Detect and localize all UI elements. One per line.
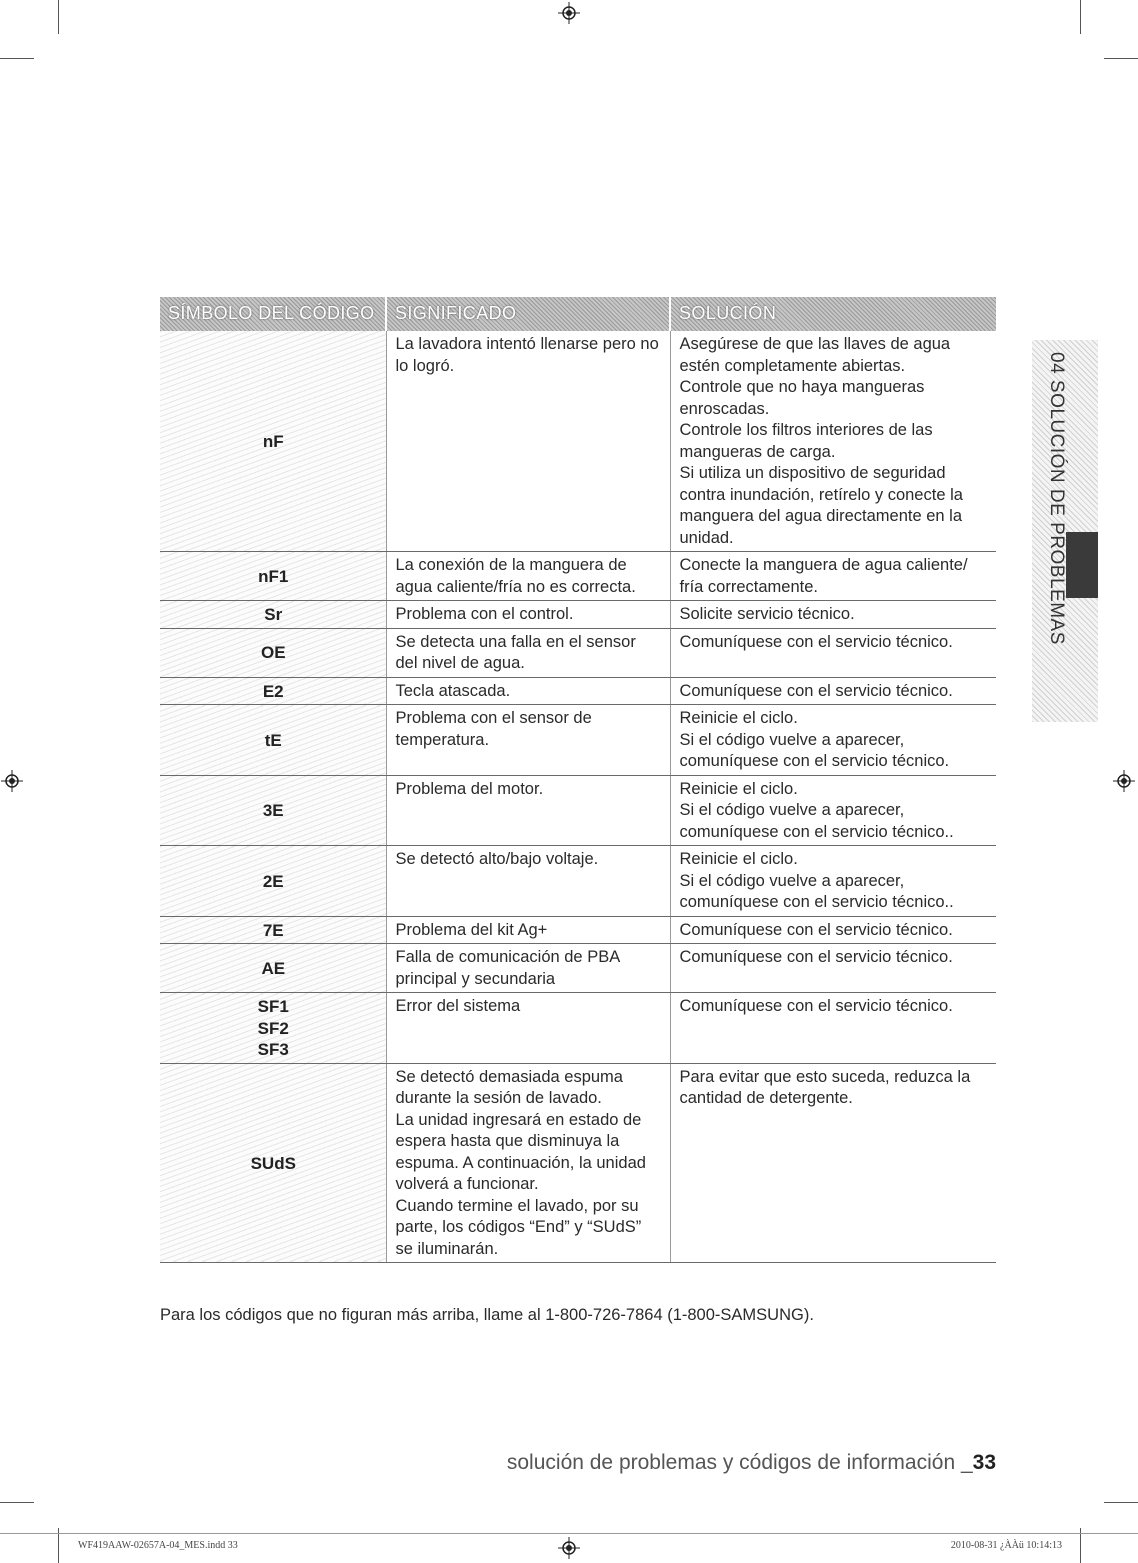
meaning-text: Problema con el control.	[395, 605, 574, 623]
code-symbol-text: 3E	[262, 801, 284, 820]
meaning-cell	[386, 552, 670, 601]
table-header-row	[160, 297, 996, 331]
solution-cell	[670, 916, 996, 944]
solution-cell	[670, 677, 996, 705]
crop-mark	[1080, 0, 1081, 34]
solution-cell	[670, 552, 996, 601]
code-symbol-text: AE	[261, 958, 286, 978]
code-symbol-text: tE	[264, 730, 282, 750]
solution-cell	[670, 846, 996, 917]
crop-mark	[1104, 58, 1138, 59]
solution-text: Si el código vuelve a aparecer, comuníquese con el servicio técnico.	[679, 730, 950, 770]
crop-mark	[0, 58, 34, 59]
code-symbol-text: nF1	[258, 566, 289, 586]
code-symbol-cell	[160, 1063, 386, 1263]
table-row	[160, 628, 996, 677]
meaning-cell	[386, 628, 670, 677]
code-symbol-text: 7E	[262, 920, 284, 940]
code-symbol-cell	[160, 944, 386, 993]
meaning-text: Se detectó alto/bajo voltaje.	[395, 850, 599, 868]
solution-cell	[670, 705, 996, 776]
code-symbol-cell	[160, 705, 386, 776]
solution-text: Reinicie el ciclo.	[679, 779, 798, 798]
code-symbol-text: E2	[262, 681, 284, 701]
table-row	[160, 677, 996, 705]
code-symbol-cell	[160, 677, 386, 705]
footer-title: solución de problemas y códigos de información _	[506, 1451, 973, 1474]
code-symbol-text: SF3	[257, 1040, 289, 1059]
meaning-cell	[386, 846, 670, 917]
meaning-cell	[386, 705, 670, 776]
code-symbol-cell	[160, 846, 386, 917]
solution-cell	[670, 944, 996, 993]
solution-cell	[670, 601, 996, 629]
registration-mark-icon	[558, 2, 580, 24]
crop-mark	[58, 0, 59, 34]
section-tab-label: 04 SOLUCIÓN DE PROBLEMAS	[1046, 352, 1067, 645]
registration-mark-icon	[1, 770, 23, 792]
code-symbol-cell	[160, 775, 386, 846]
solution-cell	[670, 775, 996, 846]
meaning-text: Problema con el sensor de temperatura.	[395, 709, 592, 749]
slug-file-info: WF419AAW-02657A-04_MES.indd 33	[78, 1540, 238, 1551]
solution-text: Comuníquese con el servicio técnico.	[679, 920, 953, 939]
table-row	[160, 552, 996, 601]
solution-text: Comuníquese con el servicio técnico.	[679, 632, 953, 651]
code-symbol-cell	[160, 916, 386, 944]
meaning-text: La lavadora intentó llenarse pero no lo logró.	[395, 335, 659, 375]
meaning-cell	[386, 775, 670, 846]
meaning-cell	[386, 1063, 670, 1263]
meaning-text: La unidad ingresará en estado de espera hasta que disminuya la espuma. A continuación, la unidad volverá a funcionar.	[395, 1110, 646, 1193]
page-number: 33	[972, 1451, 996, 1474]
meaning-text: La conexión de la manguera de agua caliente/fría no es correcta.	[395, 556, 636, 596]
meaning-text: Cuando termine el lavado, por su parte, los códigos “End” y “SUdS” se iluminarán.	[395, 1196, 642, 1258]
solution-text: Comuníquese con el servicio técnico.	[679, 681, 953, 700]
solution-text: Controle que no haya mangueras enroscadas.	[679, 378, 925, 418]
meaning-text: Problema del kit Ag+	[395, 920, 548, 939]
crop-mark	[0, 1502, 34, 1503]
meaning-cell	[386, 993, 670, 1064]
code-symbol-text: nF	[262, 431, 284, 451]
code-symbol-text: SF1	[257, 997, 289, 1016]
solution-text: Si el código vuelve a aparecer, comuníquese con el servicio técnico..	[679, 801, 954, 841]
header-code-symbol: SÍMBOLO DEL CÓDIGO	[160, 297, 386, 331]
meaning-text: Se detectó demasiada espuma durante la sesión de lavado.	[395, 1067, 623, 1107]
registration-mark-icon	[1113, 770, 1135, 792]
slug-date-info: 2010-08-31 ¿ÀÀü 10:14:13	[950, 1540, 1062, 1551]
solution-cell	[670, 1063, 996, 1263]
solution-cell	[670, 628, 996, 677]
solution-text: Para evitar que esto suceda, reduzca la cantidad de detergente.	[679, 1067, 971, 1107]
meaning-cell	[386, 944, 670, 993]
table-row	[160, 331, 996, 552]
code-symbol-text: OE	[260, 643, 286, 663]
code-symbol-cell	[160, 993, 386, 1064]
footnote: Para los códigos que no figuran más arriba, llame al 1-800-726-7864 (1-800-SAMSUNG).	[160, 1306, 814, 1324]
solution-text: Solicite servicio técnico.	[679, 605, 855, 623]
meaning-text: Error del sistema	[395, 997, 521, 1015]
code-symbol-cell	[160, 331, 386, 552]
code-symbol-text: SUdS	[250, 1153, 296, 1173]
code-symbol-cell	[160, 628, 386, 677]
solution-text: Reinicie el ciclo.	[679, 850, 798, 868]
table-row	[160, 601, 996, 629]
error-code-table	[160, 297, 996, 1263]
table-row	[160, 846, 996, 917]
table-row	[160, 705, 996, 776]
code-symbol-text: 2E	[262, 871, 284, 891]
solution-text: Asegúrese de que las llaves de agua estén completamente abiertas.	[679, 335, 951, 375]
registration-mark-icon	[558, 1537, 580, 1559]
code-symbol-text: SF2	[257, 1018, 289, 1038]
page-footer	[507, 1451, 996, 1475]
meaning-cell	[386, 601, 670, 629]
solution-cell	[670, 993, 996, 1064]
header-solution: SOLUCIÓN	[670, 297, 996, 331]
crop-mark	[1104, 1502, 1138, 1503]
solution-text: Si el código vuelve a aparecer, comuníquese con el servicio técnico..	[679, 871, 954, 911]
code-symbol-cell	[160, 601, 386, 629]
code-symbol-text: Sr	[264, 605, 283, 624]
slug-rule	[0, 1533, 1138, 1534]
meaning-text: Tecla atascada.	[395, 681, 511, 700]
solution-cell	[670, 331, 996, 552]
solution-text: Reinicie el ciclo.	[679, 709, 798, 727]
table-body	[160, 331, 996, 1263]
meaning-cell	[386, 677, 670, 705]
table-row	[160, 944, 996, 993]
code-symbol-cell	[160, 552, 386, 601]
solution-text: Comuníquese con el servicio técnico.	[679, 997, 953, 1015]
header-meaning: SIGNIFICADO	[386, 297, 670, 331]
solution-text: Controle los filtros interiores de las mangueras de carga.	[679, 421, 933, 461]
meaning-text: Se detecta una falla en el sensor del nivel de agua.	[395, 632, 636, 672]
solution-text: Comuníquese con el servicio técnico.	[679, 948, 953, 966]
solution-text: Conecte la manguera de agua caliente/ fría correctamente.	[679, 556, 968, 596]
table-row	[160, 993, 996, 1064]
section-tab-marker	[1066, 532, 1098, 598]
meaning-cell	[386, 916, 670, 944]
solution-text: Si utiliza un dispositivo de seguridad contra inundación, retírelo y conecte la manguera del agua directamente en la unidad.	[679, 464, 963, 547]
meaning-cell	[386, 331, 670, 552]
meaning-text: Falla de comunicación de PBA principal y secundaria	[395, 948, 620, 988]
table-row	[160, 916, 996, 944]
meaning-text: Problema del motor.	[395, 779, 544, 798]
table-row	[160, 1063, 996, 1263]
table-row	[160, 775, 996, 846]
